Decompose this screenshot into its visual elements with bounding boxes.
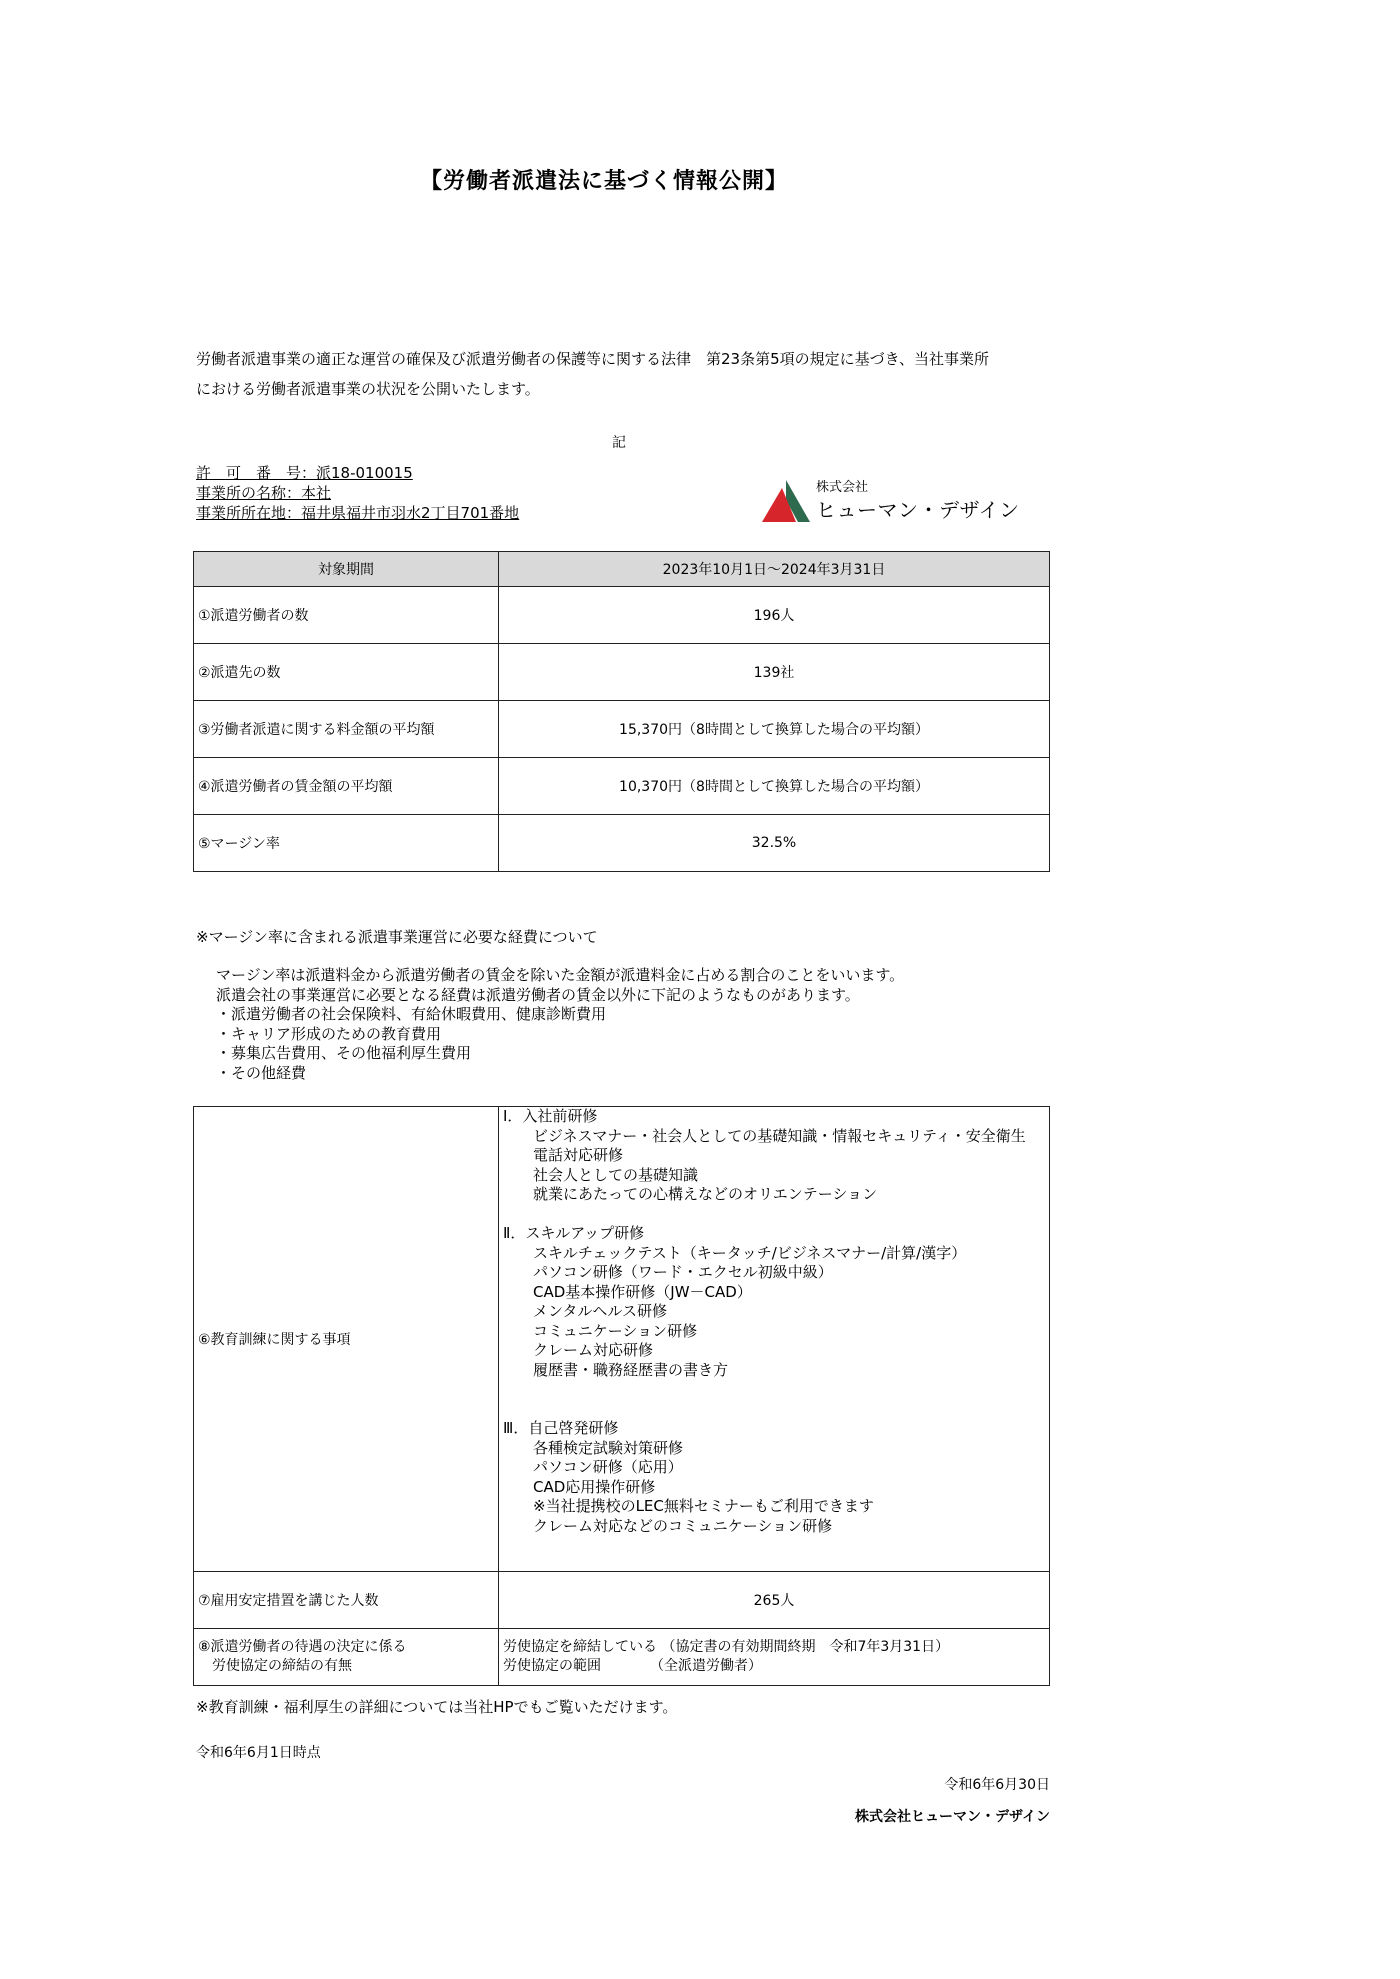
row-label: ②派遣先の数 (194, 644, 499, 701)
agreement-value-line: 労使協定の範囲 （全派遣労働者） (503, 1658, 762, 1674)
education-line: 各種検定試験対策研修 (503, 1438, 684, 1457)
table-header-row (194, 552, 1050, 587)
period-label: 対象期間 (194, 552, 499, 587)
margin-note-line: ・キャリア形成のための教育費用 (216, 1024, 442, 1043)
employment-value: 265人 (499, 1572, 1050, 1629)
education-line: Ⅱ．スキルアップ研修 (503, 1224, 645, 1242)
row-value: 32.5% (499, 815, 1050, 872)
education-list (503, 1107, 1045, 1536)
agreement-label-line: 労使協定の締結の有無 (198, 1658, 352, 1674)
education-line (503, 1380, 1045, 1400)
table-row (194, 644, 1050, 701)
row-label: ③労働者派遣に関する料金額の平均額 (194, 701, 499, 758)
issue-date: 令和6年6月30日 (944, 1777, 1050, 1793)
table-row (194, 587, 1050, 644)
agreement-row (194, 1629, 1050, 1686)
logo-company-name: ヒューマン・デザイン (816, 498, 1020, 522)
education-line: 電話対応研修 (503, 1146, 624, 1164)
education-line (503, 1205, 1045, 1225)
table-row (194, 815, 1050, 872)
education-row (194, 1107, 1050, 1572)
row-label: ①派遣労働者の数 (194, 587, 499, 644)
row-value: 10,370円（8時間として換算した場合の平均額） (499, 758, 1050, 815)
margin-note-body (216, 966, 904, 1083)
agreement-value (499, 1629, 1050, 1686)
intro-line: における労働者派遣事業の状況を公開いたします。 (196, 380, 540, 398)
education-line: パソコン研修（応用） (503, 1458, 683, 1476)
education-line: コミュニケーション研修 (503, 1321, 698, 1340)
agreement-value-line: 労使協定を締結している （協定書の有効期間終期 令和7年3月31日） (503, 1639, 950, 1655)
margin-note-line: マージン率は派遣料金から派遣労働者の賃金を除いた金額が派遣料金に占める割合のことをいいます。 (216, 966, 905, 984)
education-line: CAD応用操作研修 (503, 1477, 656, 1496)
company-name: 株式会社ヒューマン・デザイン (854, 1809, 1050, 1825)
education-line: Ⅰ．入社前研修 (503, 1107, 598, 1125)
education-line: メンタルヘルス研修 (503, 1302, 667, 1320)
agreement-label-line: ⑧派遣労働者の待遇の決定に係る (198, 1639, 407, 1655)
education-line: CAD基本操作研修（JW－CAD） (503, 1282, 752, 1301)
education-line: ※当社提携校のLEC無料セミナーもご利用できます (503, 1497, 874, 1515)
row-label: ④派遣労働者の賃金額の平均額 (194, 758, 499, 815)
education-line: 履歴書・職務経歴書の書き方 (503, 1360, 729, 1379)
disclosure-table (193, 551, 1050, 872)
license-number: 許 可 番 号：派18-010015 (196, 464, 413, 482)
education-line: 就業にあたっての心構えなどのオリエンテーション (503, 1185, 878, 1203)
education-line: クレーム対応などのコミュニケーション研修 (503, 1516, 833, 1535)
education-label: ⑥教育訓練に関する事項 (194, 1107, 499, 1572)
education-line: 社会人としての基礎知識 (503, 1165, 699, 1184)
agreement-label (194, 1629, 499, 1686)
education-line: クレーム対応研修 (503, 1341, 654, 1359)
office-address: 事業所所在地：福井県福井市羽水2丁目701番地 (196, 504, 520, 522)
margin-note-line: 派遣会社の事業運営に必要となる経費は派遣労働者の賃金以外に下記のようなものがあります。 (216, 985, 860, 1004)
as-of-date: 令和6年6月1日時点 (196, 1745, 321, 1761)
education-content (499, 1107, 1050, 1572)
margin-note-line: ・派遣労働者の社会保険料、有給休暇費用、健康診断費用 (216, 1005, 607, 1023)
margin-note-line: ・募集広告費用、その他福利厚生費用 (216, 1044, 472, 1062)
education-line (503, 1400, 1045, 1420)
education-line: Ⅲ．自己啓発研修 (503, 1419, 619, 1437)
row-label: ⑤マージン率 (194, 815, 499, 872)
employment-label: ⑦雇用安定措置を講じた人数 (194, 1572, 499, 1629)
intro-text (196, 344, 1106, 404)
table-row (194, 701, 1050, 758)
detail-table (193, 1106, 1050, 1686)
education-line: ビジネスマナー・社会人としての基礎知識・情報セキュリティ・安全衛生 (503, 1126, 1026, 1145)
row-value: 196人 (499, 587, 1050, 644)
education-line: パソコン研修（ワード・エクセル初級中級） (503, 1263, 833, 1281)
table-row (194, 758, 1050, 815)
logo-mark-icon (760, 478, 812, 524)
margin-note-line: ・その他経費 (216, 1063, 307, 1082)
margin-note-heading: ※マージン率に含まれる派遣事業運営に必要な経費について (196, 928, 598, 946)
row-value: 139社 (499, 644, 1050, 701)
office-name: 事業所の名称：本社 (196, 484, 332, 502)
period-value: 2023年10月1日～2024年3月31日 (499, 552, 1050, 587)
ki-mark: 記 (612, 435, 626, 451)
education-line: スキルチェックテスト（キータッチ/ビジネスマナー/計算/漢字） (503, 1243, 967, 1262)
company-logo (760, 476, 1020, 522)
intro-line: 労働者派遣事業の適正な運営の確保及び派遣労働者の保護等に関する法律 第23条第5項の規定に基づき、当社事業所 (196, 350, 990, 368)
logo-small-text: 株式会社 (816, 480, 869, 495)
page-title: 【労働者派遣法に基づく情報公開】 (420, 169, 789, 194)
footer-note: ※教育訓練・福利厚生の詳細については当社HPでもご覧いただけます。 (196, 1698, 678, 1716)
employment-row (194, 1572, 1050, 1629)
row-value: 15,370円（8時間として換算した場合の平均額） (499, 701, 1050, 758)
